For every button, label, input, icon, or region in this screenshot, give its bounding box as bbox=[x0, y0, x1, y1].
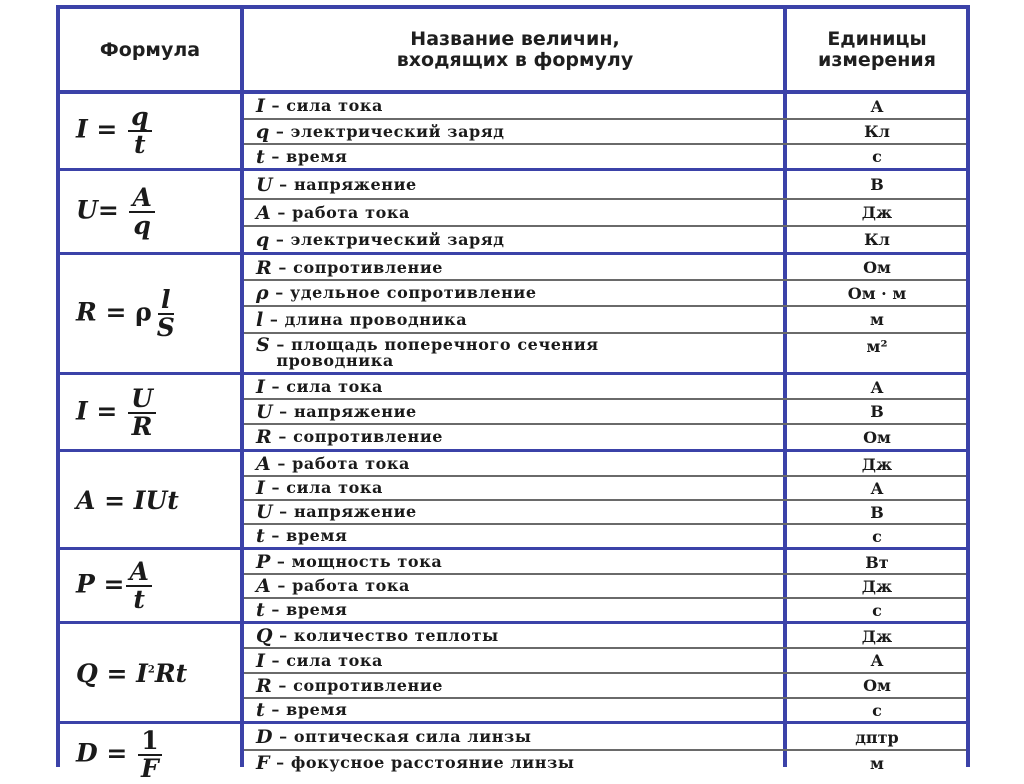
unit-cell: с bbox=[872, 526, 882, 546]
quantity-name-cell bbox=[246, 698, 784, 722]
quantity-symbol: A bbox=[256, 575, 272, 597]
quantity-symbol: t bbox=[256, 699, 266, 721]
quantity-name-cell bbox=[246, 255, 784, 280]
row-divider bbox=[244, 118, 966, 120]
quantity-symbol: P bbox=[256, 551, 271, 573]
quantity-name-cell bbox=[246, 119, 784, 144]
unit-cell: с bbox=[872, 700, 882, 720]
row-divider bbox=[244, 697, 966, 699]
formula-power: P = $\frac{A}{t}$ bbox=[76, 559, 154, 613]
quantity-description: – сопротивление bbox=[278, 257, 444, 277]
quantity-symbol: l bbox=[256, 308, 264, 331]
quantity-name-cell bbox=[246, 306, 784, 333]
group-divider bbox=[56, 168, 970, 171]
unit-cell: Ом bbox=[863, 258, 891, 277]
quantity-symbol: I bbox=[256, 95, 266, 117]
unit-cell: А bbox=[870, 96, 884, 116]
quantity-symbol: U bbox=[256, 501, 274, 523]
quantity-symbol: A bbox=[256, 201, 272, 224]
formula-voltage: U= $\frac{A}{q}$ bbox=[76, 185, 157, 239]
quantity-description: – длина проводника bbox=[269, 309, 468, 329]
quantity-description: – работа тока bbox=[277, 454, 410, 473]
formula-resistance: R = ρ $\frac{l}{S}$ bbox=[76, 285, 175, 342]
quantity-symbol: t bbox=[256, 525, 266, 547]
quantity-description: – фокусное расстояние линзы bbox=[276, 753, 575, 772]
quantity-description: – сопротивление bbox=[278, 427, 444, 446]
quantity-name-cell bbox=[246, 550, 784, 574]
quantity-description: – мощность тока bbox=[276, 552, 443, 571]
quantity-name-cell bbox=[246, 648, 784, 673]
group-divider bbox=[56, 621, 970, 624]
quantity-description: – электрический заряд bbox=[275, 121, 505, 141]
formula-heat: $Q = I^2Rt$ bbox=[76, 658, 188, 688]
row-divider bbox=[244, 523, 966, 525]
quantity-description: – площадь поперечного сечения проводника bbox=[276, 335, 599, 370]
unit-cell: А bbox=[870, 478, 884, 498]
header-unit: Единицы измерения bbox=[818, 28, 936, 71]
formula-work: A = IUt bbox=[76, 485, 179, 515]
quantity-symbol: F bbox=[256, 752, 271, 774]
row-divider bbox=[244, 499, 966, 501]
formula-cell bbox=[60, 550, 240, 622]
quantity-symbol: ρ bbox=[256, 282, 270, 304]
quantity-description: – работа тока bbox=[277, 576, 410, 595]
row-divider bbox=[244, 305, 966, 307]
unit-cell: м² bbox=[866, 336, 888, 356]
unit-cell: Дж bbox=[861, 202, 893, 222]
unit-cell: А bbox=[870, 377, 884, 397]
quantity-name-cell bbox=[246, 333, 784, 373]
formula-optical-power: D = $\frac{1}{F}$ bbox=[76, 728, 164, 782]
unit-cell: Ом · м bbox=[847, 283, 907, 303]
formula-cell bbox=[60, 452, 240, 548]
row-divider bbox=[244, 225, 966, 227]
quantity-description: – оптическая сила линзы bbox=[279, 727, 532, 746]
table-border-left bbox=[56, 5, 60, 767]
unit-cell: Кл bbox=[864, 122, 890, 141]
group-divider bbox=[56, 372, 970, 375]
row-divider bbox=[244, 573, 966, 575]
quantity-symbol: t bbox=[256, 145, 266, 168]
quantity-name-cell bbox=[246, 424, 784, 450]
quantity-symbol: S bbox=[256, 334, 271, 356]
unit-cell: Дж bbox=[861, 576, 893, 596]
quantity-name-cell bbox=[246, 724, 784, 750]
row-divider bbox=[244, 423, 966, 425]
unit-cell: дптр bbox=[855, 727, 899, 747]
formula-ohm-law: I = $\frac{U}{R}$ bbox=[76, 386, 158, 440]
quantity-name-cell bbox=[246, 171, 784, 199]
quantity-description: – сила тока bbox=[271, 377, 384, 396]
row-divider bbox=[244, 279, 966, 281]
quantity-name-cell bbox=[246, 144, 784, 169]
header-formula: Формула bbox=[99, 38, 201, 61]
row-divider bbox=[244, 143, 966, 145]
group-divider bbox=[56, 252, 970, 255]
formula-cell bbox=[60, 624, 240, 722]
quantity-symbol: R bbox=[256, 426, 273, 448]
unit-cell: с bbox=[872, 600, 882, 620]
formula-cell bbox=[60, 93, 240, 169]
formula-cell bbox=[60, 171, 240, 253]
quantity-description: – электрический заряд bbox=[275, 229, 505, 249]
group-divider bbox=[56, 449, 970, 452]
unit-cell: Дж bbox=[861, 626, 893, 646]
quantity-description: – удельное сопротивление bbox=[275, 283, 537, 302]
formula-current: I = $\frac{q}{t}$ bbox=[76, 104, 154, 158]
unit-cell: В bbox=[870, 174, 884, 194]
row-divider bbox=[244, 749, 966, 751]
group-divider bbox=[56, 721, 970, 724]
quantity-description: – напряжение bbox=[279, 502, 417, 521]
unit-cell: с bbox=[872, 147, 882, 166]
quantity-description: – время bbox=[271, 146, 348, 166]
quantity-symbol: A bbox=[256, 453, 272, 475]
quantity-symbol: U bbox=[256, 400, 274, 423]
formula-cell bbox=[60, 255, 240, 373]
quantity-description: – время bbox=[271, 526, 348, 545]
quantity-name-cell bbox=[246, 524, 784, 548]
unit-cell: Вт bbox=[865, 552, 889, 572]
quantity-description: – работа тока bbox=[277, 202, 410, 222]
quantity-symbol: I bbox=[256, 376, 266, 398]
quantity-name-cell bbox=[246, 624, 784, 648]
quantity-description: – время bbox=[271, 700, 348, 719]
quantity-description: – сопротивление bbox=[278, 675, 444, 695]
row-divider bbox=[244, 647, 966, 649]
unit-cell: В bbox=[870, 502, 884, 522]
row-divider bbox=[244, 672, 966, 674]
row-divider bbox=[244, 597, 966, 599]
unit-cell: В bbox=[870, 402, 884, 421]
quantity-name-cell bbox=[246, 673, 784, 698]
quantity-name-cell bbox=[246, 598, 784, 622]
group-divider bbox=[56, 547, 970, 550]
quantity-description: – сила тока bbox=[271, 478, 384, 497]
quantity-name-cell bbox=[246, 93, 784, 119]
quantity-symbol: q bbox=[256, 228, 270, 251]
quantity-symbol: R bbox=[256, 256, 273, 279]
quantity-symbol: q bbox=[256, 120, 270, 143]
quantity-name-cell bbox=[246, 399, 784, 424]
table-border-right bbox=[966, 5, 970, 767]
quantity-symbol: R bbox=[256, 674, 273, 697]
row-divider bbox=[244, 198, 966, 200]
row-divider bbox=[244, 475, 966, 477]
quantity-name-cell bbox=[246, 500, 784, 524]
quantity-name-cell bbox=[246, 199, 784, 226]
quantity-symbol: I bbox=[256, 477, 266, 499]
unit-cell: А bbox=[870, 651, 884, 670]
quantity-description: – напряжение bbox=[279, 175, 417, 194]
quantity-name-cell bbox=[246, 574, 784, 598]
quantity-name-cell bbox=[246, 375, 784, 399]
unit-cell: Ом bbox=[863, 676, 891, 695]
quantity-symbol: Q bbox=[256, 625, 274, 647]
formula-cell bbox=[60, 724, 240, 784]
quantity-name-cell bbox=[246, 280, 784, 306]
unit-cell: Дж bbox=[861, 454, 893, 474]
table-border-top bbox=[56, 5, 970, 9]
header-name: Название величин, входящих в формулу bbox=[396, 28, 634, 71]
unit-cell: м bbox=[870, 309, 884, 329]
formula-cell bbox=[60, 375, 240, 450]
quantity-symbol: t bbox=[256, 599, 266, 621]
unit-cell: Кл bbox=[864, 229, 890, 249]
quantity-symbol: I bbox=[256, 649, 266, 672]
quantity-name-cell bbox=[246, 452, 784, 476]
quantity-symbol: U bbox=[256, 174, 274, 196]
quantity-name-cell bbox=[246, 226, 784, 253]
quantity-symbol: D bbox=[256, 726, 274, 748]
quantity-description: – сила тока bbox=[271, 96, 384, 115]
quantity-description: – время bbox=[271, 600, 348, 619]
quantity-description: – напряжение bbox=[279, 401, 417, 421]
unit-cell: м bbox=[870, 753, 884, 773]
quantity-description: – количество теплоты bbox=[279, 626, 499, 645]
quantity-name-cell bbox=[246, 750, 784, 776]
header-border-bottom bbox=[56, 90, 970, 94]
unit-cell: Ом bbox=[863, 427, 891, 447]
row-divider bbox=[244, 332, 966, 334]
quantity-name-cell bbox=[246, 476, 784, 500]
quantity-description: – сила тока bbox=[271, 650, 384, 670]
row-divider bbox=[244, 398, 966, 400]
